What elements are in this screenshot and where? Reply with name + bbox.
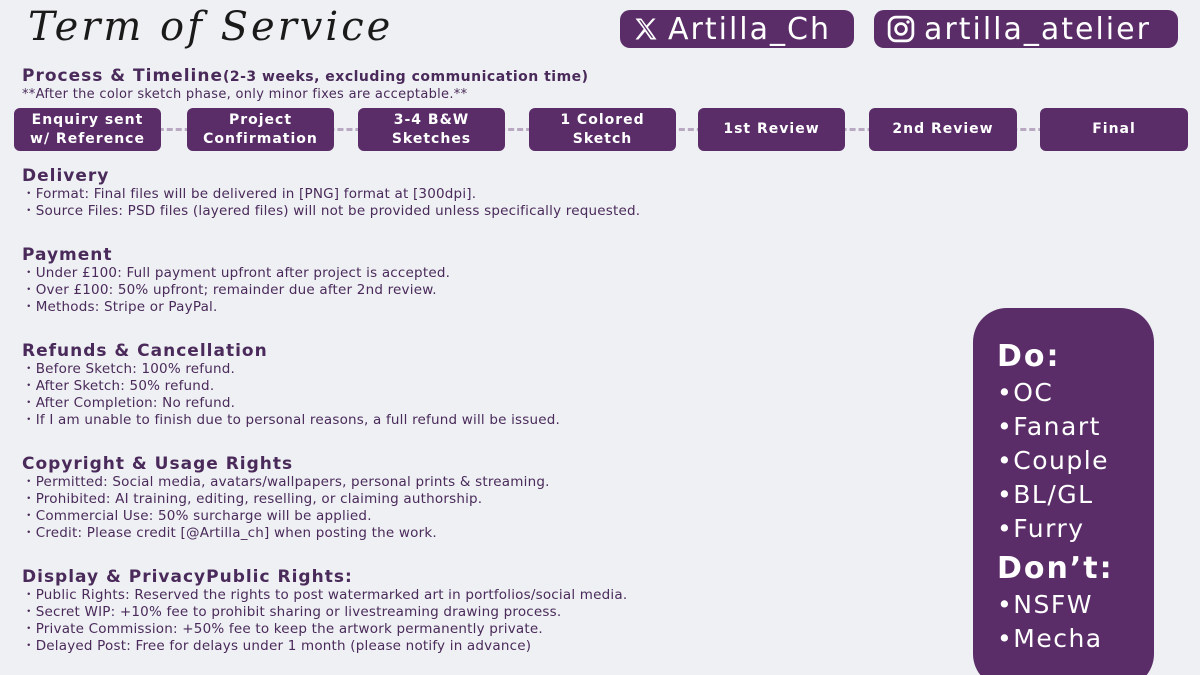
copyright-heading: Copyright & Usage Rights [22, 454, 294, 474]
list-item: ・Prohibited: AI training, editing, reselling, or claiming authorship. [22, 491, 483, 507]
process-title: Process & Timeline [22, 66, 223, 86]
timeline-step-final: Final [1040, 108, 1188, 151]
x-logo-icon [632, 15, 660, 43]
do-item: •Fanart [997, 412, 1101, 441]
do-list [997, 376, 1154, 546]
timeline-step-2nd-review: 2nd Review [869, 108, 1017, 151]
timeline-step-1st-review: 1st Review [698, 108, 845, 151]
do-item: •BL/GL [997, 480, 1094, 509]
refunds-list [22, 361, 560, 429]
page-title: Term of Service [28, 4, 394, 50]
display-list [22, 587, 627, 655]
list-item: ・Source Files: PSD files (layered files) will not be provided unless specifically requested. [22, 203, 641, 219]
list-item: ・After Sketch: 50% refund. [22, 378, 215, 394]
do-item: •Couple [997, 446, 1110, 475]
dont-item: •NSFW [997, 590, 1093, 619]
x-handle-text: Artilla_Ch [668, 11, 831, 47]
list-item: ・Permitted: Social media, avatars/wallpapers, personal prints & streaming. [22, 474, 550, 490]
list-item: ・Secret WIP: +10% fee to prohibit sharing or livestreaming drawing process. [22, 604, 562, 620]
delivery-list [22, 186, 640, 220]
dont-item: •Mecha [997, 624, 1103, 653]
do-dont-panel [973, 308, 1154, 675]
list-item: ・Under £100: Full payment upfront after project is accepted. [22, 265, 451, 281]
list-item: ・If I am unable to finish due to personal reasons, a full refund will be issued. [22, 412, 561, 428]
copyright-list [22, 474, 550, 542]
list-item: ・After Completion: No refund. [22, 395, 236, 411]
timeline-step-bw-sketches: 3-4 B&W Sketches [358, 108, 505, 151]
do-heading: Do: [997, 339, 1061, 374]
list-item: ・Public Rights: Reserved the rights to post watermarked art in portfolios/social media. [22, 587, 628, 603]
timeline-step-confirmation: Project Confirmation [187, 108, 334, 151]
list-item: ・Commercial Use: 50% surcharge will be applied. [22, 508, 372, 524]
list-item: ・Delayed Post: Free for delays under 1 month (please notify in advance) [22, 638, 532, 654]
process-timeline [14, 108, 1188, 151]
instagram-logo-icon [886, 14, 916, 44]
display-heading: Display & PrivacyPublic Rights: [22, 567, 353, 587]
timeline-step-colored-sketch: 1 Colored Sketch [529, 108, 676, 151]
process-heading [22, 66, 589, 86]
list-item: ・Credit: Please credit [@Artilla_ch] when posting the work. [22, 525, 437, 541]
delivery-heading: Delivery [22, 166, 110, 186]
payment-list [22, 265, 450, 316]
instagram-handle-text: artilla_atelier [924, 11, 1151, 47]
list-item: ・Private Commission: +50% fee to keep the artwork permanently private. [22, 621, 543, 637]
instagram-handle-badge[interactable] [874, 10, 1178, 48]
dont-heading: Don’t: [997, 551, 1114, 586]
do-item: •Furry [997, 514, 1085, 543]
process-note: **After the color sketch phase, only minor fixes are acceptable.** [22, 87, 468, 102]
list-item: ・Over £100: 50% upfront; remainder due after 2nd review. [22, 282, 437, 298]
refunds-heading: Refunds & Cancellation [22, 341, 268, 361]
list-item: ・Before Sketch: 100% refund. [22, 361, 236, 377]
payment-heading: Payment [22, 245, 113, 265]
list-item: ・Format: Final files will be delivered in [PNG] format at [300dpi]. [22, 186, 477, 202]
do-item: •OC [997, 378, 1054, 407]
x-handle-badge[interactable] [620, 10, 854, 48]
timeline-step-enquiry: Enquiry sent w/ Reference [14, 108, 161, 151]
list-item: ・Methods: Stripe or PayPal. [22, 299, 218, 315]
process-subtitle: (2-3 weeks, excluding communication time) [222, 69, 589, 85]
dont-list [997, 588, 1154, 656]
